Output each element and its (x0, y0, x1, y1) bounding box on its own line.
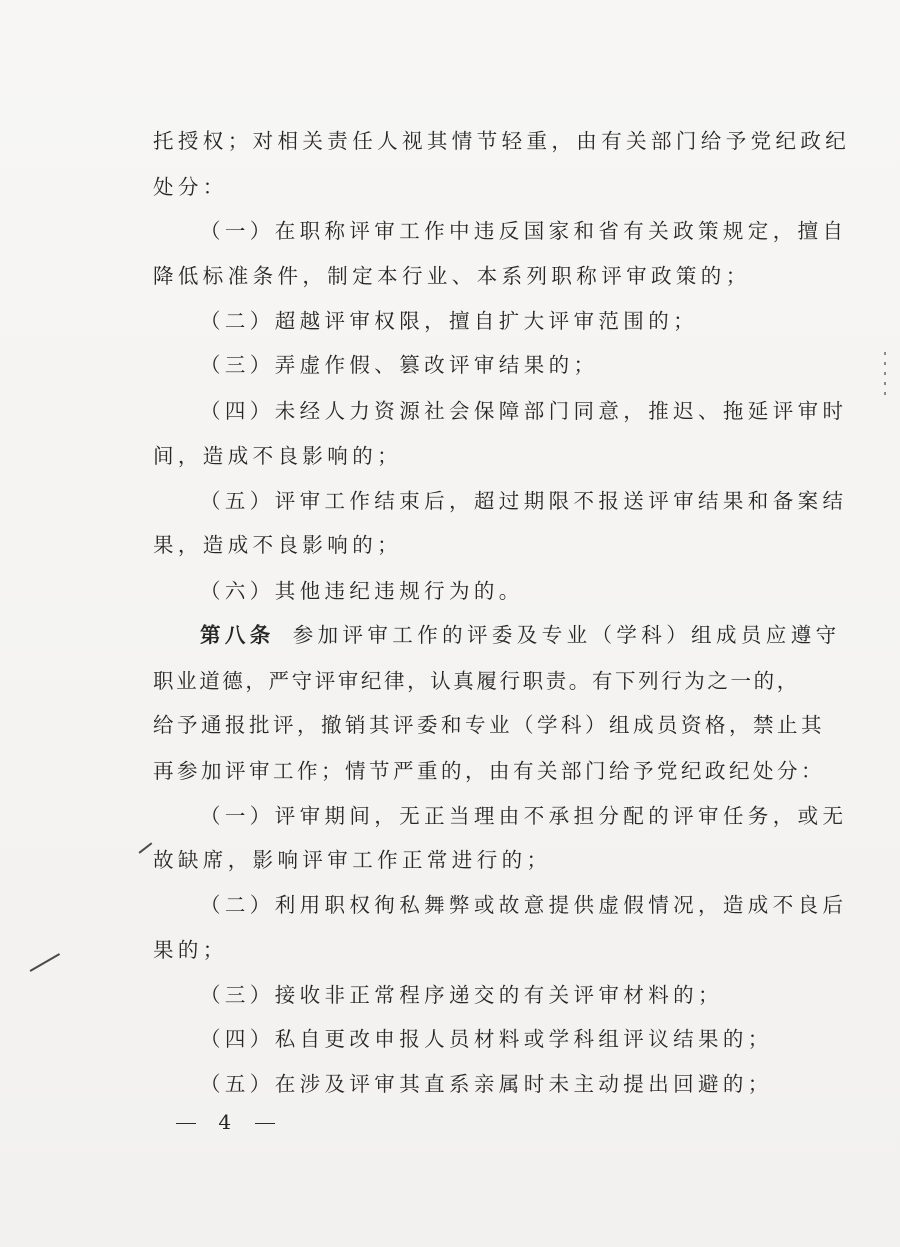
text-line: 托授权；对相关责任人视其情节轻重，由有关部门给予党纪政纪 (153, 129, 851, 153)
text-line: （五）评审工作结束后，超过期限不报送评审结果和备案结 (200, 489, 848, 513)
text-line: 降低标准条件，制定本行业、本系列职称评审政策的； (153, 264, 751, 288)
bleed-through-text (536, 176, 716, 200)
text-line: （四）私自更改申报人员材料或学科组评议结果的； (200, 1027, 773, 1051)
text-line: 给予通报批评，撤销其评委和专业（学科）组成员资格，禁止其 (153, 713, 825, 737)
pen-mark (30, 953, 60, 971)
dash-right (255, 1123, 275, 1124)
article-text: 参加评审工作的评委及专业（学科）组成员应遵守 (292, 623, 841, 647)
text-line: （六）其他违纪违规行为的。 (200, 579, 524, 603)
text-line: （二）利用职权徇私舞弊或故意提供虚假情况，造成不良后 (200, 893, 848, 917)
text-line: （一）评审期间，无正当理由不承担分配的评审任务，或无 (200, 804, 848, 828)
text-line: 再参加评审工作；情节严重的，由有关部门给予党纪政纪处分： (153, 759, 825, 783)
text-line: （五）在涉及评审其直系亲属时未主动提出回避的； (200, 1072, 773, 1096)
text-line: 果，造成不良影响的； (153, 533, 402, 557)
text-line: （三）接收非正常程序递交的有关评审材料的； (200, 983, 723, 1007)
text-line: （四）未经人力资源社会保障部门同意，推迟、拖延评审时 (200, 399, 848, 423)
text-line: （三）弄虚作假、篡改评审结果的； (200, 353, 599, 377)
article-8-first-line (200, 621, 841, 649)
page-number (176, 1108, 275, 1136)
pen-mark (139, 842, 153, 853)
binding-dots (884, 352, 886, 402)
text-line: （二）超越评审权限，擅自扩大评审范围的； (200, 309, 698, 333)
text-line: 故缺席，影响评审工作正常进行的； (153, 848, 552, 872)
article-label: 第八条 (200, 623, 275, 647)
text-line: 处分： (153, 175, 228, 199)
text-line: （一）在职称评审工作中违反国家和省有关政策规定，擅自 (200, 219, 848, 243)
text-line: 间，造成不良影响的； (153, 444, 402, 468)
text-line: 职业道德，严守评审纪律，认真履行职责。有下列行为之一的， (153, 669, 800, 693)
dash-left (176, 1123, 196, 1124)
page-number-value: 4 (218, 1110, 234, 1134)
text-line: 果的； (153, 938, 228, 962)
